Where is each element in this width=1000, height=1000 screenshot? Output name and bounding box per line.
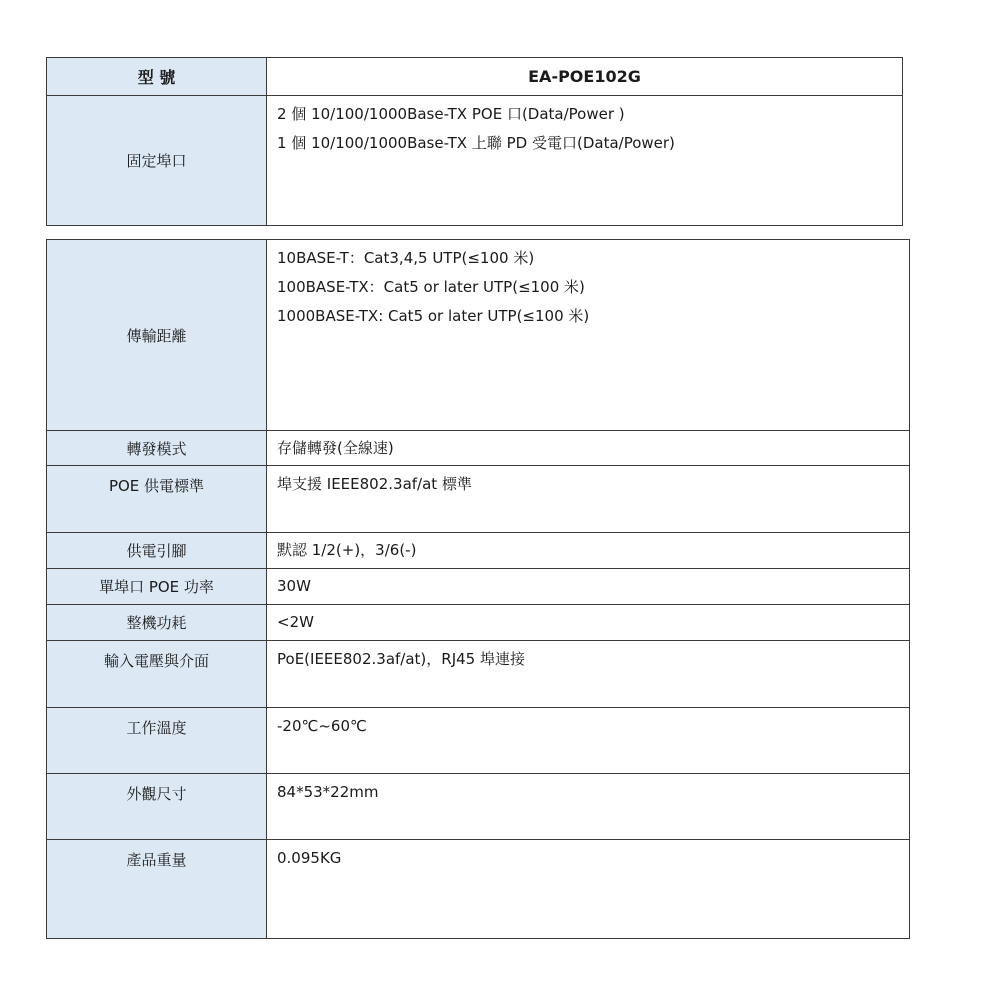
value-line: 1 個 10/100/1000Base-TX 上聯 PD 受電口(Data/Power) — [277, 134, 675, 152]
value-line: 2 個 10/100/1000Base-TX POE 口(Data/Power ) — [277, 105, 625, 123]
row-label — [47, 774, 267, 840]
row-value — [267, 641, 910, 708]
value-line: 30W — [277, 577, 311, 595]
table-row — [47, 641, 910, 708]
value-line: <2W — [277, 613, 314, 631]
spec-table-model — [46, 57, 903, 226]
row-label: 供電引腳 — [47, 533, 267, 569]
value-line: 1000BASE-TX: Cat5 or later UTP(≤100 米) — [277, 307, 590, 325]
row-value — [267, 466, 910, 533]
table-header-row — [47, 58, 903, 96]
row-label-text: 輸入電壓與介面 — [103, 652, 209, 670]
value-line: -20℃~60℃ — [277, 717, 367, 735]
table-row — [47, 96, 903, 226]
row-label: 固定埠口 — [47, 96, 267, 226]
value-line: 84*53*22mm — [277, 783, 379, 801]
row-label-text: 產品重量 — [126, 851, 187, 869]
row-label: 整機功耗 — [47, 605, 267, 641]
row-value — [267, 240, 910, 431]
row-label-text: 外觀尺寸 — [126, 785, 187, 803]
model-label: 型 號 — [47, 58, 267, 96]
row-label-text: 工作溫度 — [126, 719, 187, 737]
value-line: 100BASE-TX：Cat5 or later UTP(≤100 米) — [277, 278, 585, 296]
table-row — [47, 708, 910, 774]
value-line: 埠支援 IEEE802.3af/at 標準 — [277, 475, 472, 493]
table-row — [47, 466, 910, 533]
value-line: 10BASE-T：Cat3,4,5 UTP(≤100 米) — [277, 249, 535, 267]
row-value — [267, 840, 910, 939]
row-label: 轉發模式 — [47, 431, 267, 466]
value-line: 存儲轉發(全線速) — [277, 438, 394, 457]
table-row — [47, 605, 910, 641]
row-label — [47, 466, 267, 533]
row-value — [267, 569, 910, 605]
row-label — [47, 840, 267, 939]
table-row — [47, 840, 910, 939]
value-line: 默認 1/2(+)，3/6(-) — [277, 541, 417, 559]
row-value — [267, 605, 910, 641]
row-label-text: POE 供電標準 — [108, 477, 205, 495]
row-label: 傳輸距離 — [47, 240, 267, 431]
table-row — [47, 774, 910, 840]
table-row — [47, 431, 910, 466]
table-row — [47, 240, 910, 431]
row-value — [267, 774, 910, 840]
row-label — [47, 708, 267, 774]
row-value — [267, 533, 910, 569]
spec-table-details — [46, 239, 910, 939]
row-value — [267, 96, 903, 226]
value-line: PoE(IEEE802.3af/at)，RJ45 埠連接 — [277, 650, 525, 668]
value-line: 0.095KG — [277, 849, 342, 867]
row-label: 單埠口 POE 功率 — [47, 569, 267, 605]
row-label — [47, 641, 267, 708]
table-row — [47, 533, 910, 569]
row-value — [267, 708, 910, 774]
table-row — [47, 569, 910, 605]
model-value: EA-POE102G — [267, 58, 903, 96]
row-value — [267, 431, 910, 466]
